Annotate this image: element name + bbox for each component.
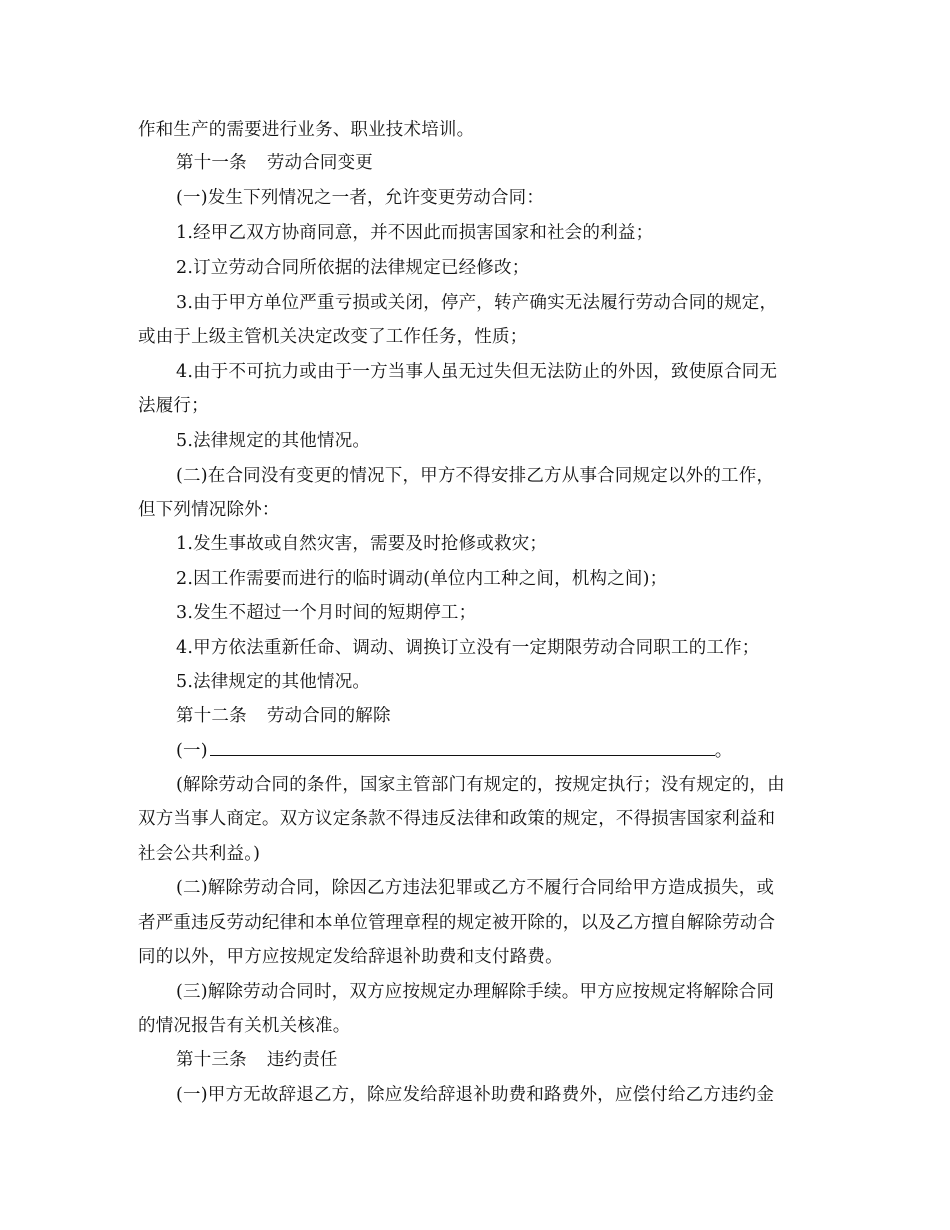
article-title: 劳动合同的解除	[266, 706, 391, 726]
paragraph-line: 者严重违反劳动纪律和本单位管理章程的规定被开除的，以及乙方擅自解除劳动合	[138, 913, 776, 933]
paragraph-line: 双方当事人商定。双方议定条款不得违反法律和政策的规定，不得损害国家利益和	[138, 809, 776, 829]
article-title: 劳动合同变更	[266, 153, 374, 173]
fill-in-line	[176, 739, 732, 762]
paragraph-line: 法履行；	[138, 396, 209, 416]
list-item: 3.发生不超过一个月时间的短期停工；	[176, 603, 477, 623]
paragraph-line: (解除劳动合同的条件，国家主管部门有规定的，按规定执行；没有规定的，由	[176, 775, 785, 795]
paragraph-line: 社会公共利益。)	[138, 844, 261, 864]
list-item: 2.因工作需要而进行的临时调动(单位内工种之间，机构之间)；	[176, 569, 668, 589]
list-item: 5.法律规定的其他情况。	[176, 431, 371, 451]
clause-end-mark: 。	[714, 741, 733, 761]
list-item: 4.甲方依法重新任命、调动、调换订立没有一定期限劳动合同职工的工作；	[176, 638, 760, 658]
clause-label: (一)	[176, 741, 208, 761]
list-item: 3.由于甲方单位严重亏损或关闭，停产，转产确实无法履行劳动合同的规定，	[176, 293, 778, 313]
paragraph-line: (二)在合同没有变更的情况下，甲方不得安排乙方从事合同规定以外的工作，	[176, 466, 775, 486]
paragraph-line: 同的以外，甲方应按规定发给辞退补助费和支付路费。	[138, 947, 563, 967]
article-title: 违约责任	[266, 1050, 338, 1070]
article-heading-12	[176, 705, 391, 727]
list-item: 1.发生事故或自然灾害，需要及时抢修或救灾；	[176, 534, 548, 554]
paragraph-line: 作和生产的需要进行业务、职业技术培训。	[138, 120, 475, 140]
paragraph-line: (一)甲方无故辞退乙方，除应发给辞退补助费和路费外，应偿付给乙方违约金	[176, 1085, 775, 1105]
paragraph-line: (一)发生下列情况之一者，允许变更劳动合同：	[176, 188, 545, 208]
list-item: 1.经甲乙双方协商同意，并不因此而损害国家和社会的利益；	[176, 223, 654, 243]
paragraph-line: 或由于上级主管机关决定改变了工作任务，性质；	[138, 327, 528, 347]
paragraph-line: (二)解除劳动合同，除因乙方违法犯罪或乙方不履行合同给甲方造成损失，或	[176, 878, 775, 898]
list-item: 2.订立劳动合同所依据的法律规定已经修改；	[176, 258, 530, 278]
paragraph-line: 的情况报告有关机关核准。	[138, 1016, 351, 1036]
article-number: 第十一条	[176, 153, 247, 173]
list-item: 4.由于不可抗力或由于一方当事人虽无过失但无法防止的外因，致使原合同无	[176, 362, 778, 382]
blank-underline[interactable]	[210, 739, 715, 756]
article-number: 第十三条	[176, 1050, 247, 1070]
article-number: 第十二条	[176, 706, 247, 726]
article-heading-13	[176, 1049, 338, 1071]
paragraph-line: 但下列情况除外：	[138, 500, 280, 520]
article-heading-11	[176, 152, 373, 174]
paragraph-line: (三)解除劳动合同时，双方应按规定办理解除手续。甲方应按规定将解除合同	[176, 982, 775, 1002]
list-item: 5.法律规定的其他情况。	[176, 672, 371, 692]
